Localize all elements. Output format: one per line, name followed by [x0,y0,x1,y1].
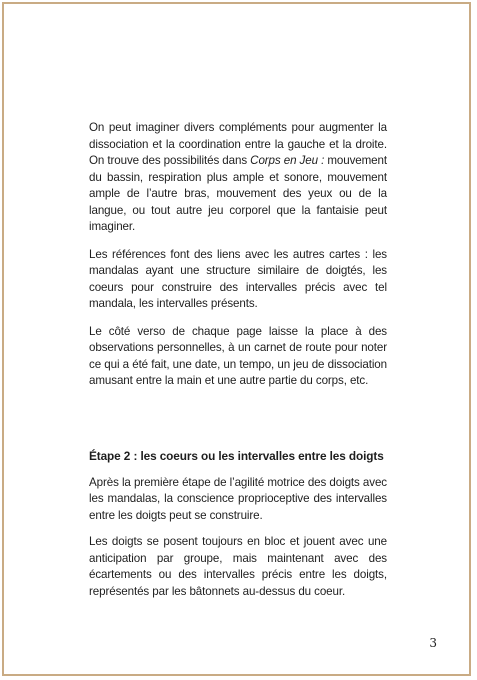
book-title-corps-en-jeu: Corps en Jeu : [250,154,325,167]
page-number: 3 [429,636,437,650]
paragraph-complements-text-end: mouvement du bassin, respiration plus ample et sonore, mouvement ample de l’autre bras, mouvement des yeux ou de la langue, ou tout autre jeu corporel que la fantaisie peut imaginer. [89,154,388,233]
paragraph-etape-2-doigts: Les doigts se posent toujours en bloc et jouent avec une anticipation par groupe, mais maintenant avec des écartements ou des intervalles précis entre les doigts, représentés par les bâtonnets au-dessus du coeur. [89,535,387,598]
page-content [89,120,387,600]
section-heading-etape-2: Étape 2 : les coeurs ou les intervalles entre les doigts [89,448,384,463]
paragraph-complements-text: On peut imaginer divers compléments pour augmenter la dissociation et la coordination entre la gauche et la droite. On trouve des possibilités dans [89,121,387,167]
paragraph-complements [89,120,387,236]
paragraph-references: Les références font des liens avec les autres cartes : les mandalas ayant une structure similaire de doigtés, les coeurs pour construire des intervalles précis avec tel mandala, les intervalles présents. [89,247,387,310]
paragraph-verso: Le côté verso de chaque page laisse la place à des observations personnelles, à un carnet de route pour noter ce qui a été fait, une date, un tempo, un jeu de dissociation amusant entre la main et une autre partie du corps, etc. [89,324,387,387]
paragraph-etape-2-intro: Après la première étape de l’agilité motrice des doigts avec les mandalas, la conscience proprioceptive des intervalles entre les doigts peut se construire. [89,475,387,522]
